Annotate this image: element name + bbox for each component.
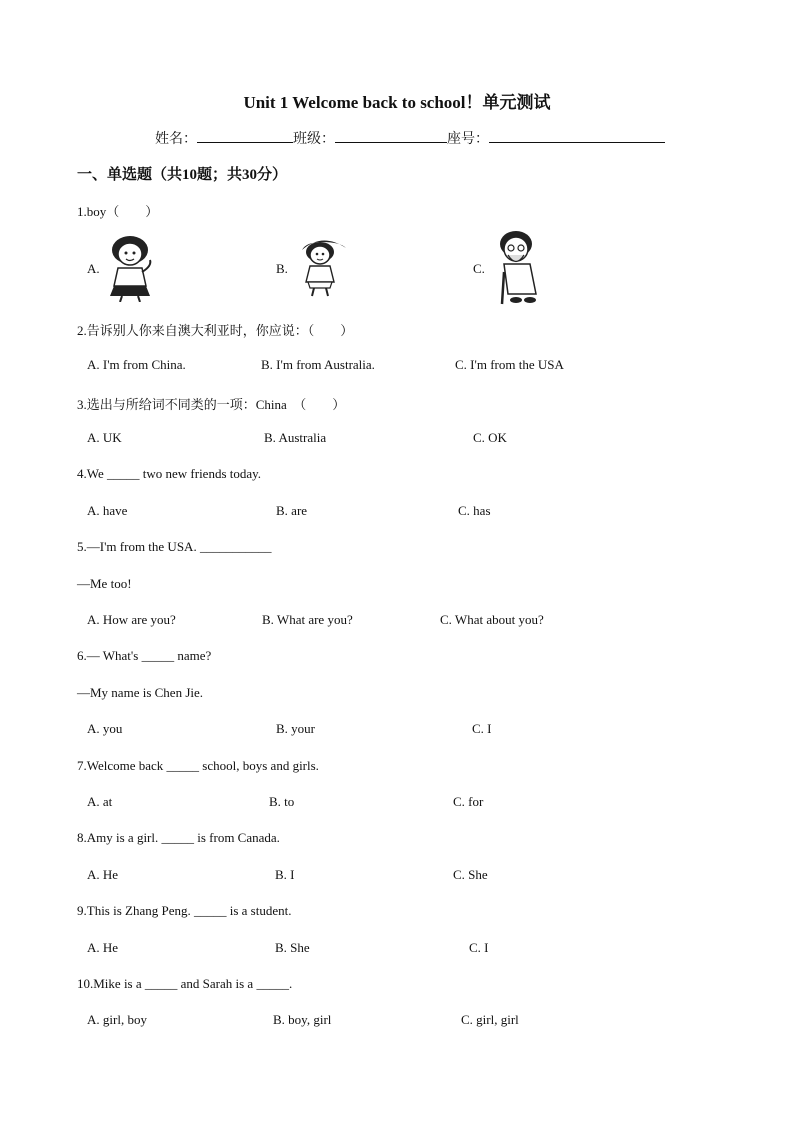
q6-option-c[interactable]: C. I bbox=[472, 721, 492, 736]
girl-cartoon-image bbox=[100, 232, 164, 302]
q10-option-c[interactable]: C. girl, girl bbox=[461, 1012, 519, 1027]
q1-option-a[interactable]: A. bbox=[87, 261, 100, 276]
question-1: 1.boy（ ） bbox=[77, 204, 159, 219]
q7-option-a[interactable]: A. at bbox=[87, 794, 113, 809]
q9-option-b[interactable]: B. She bbox=[275, 940, 310, 955]
page-title: Unit 1 Welcome back to school！单元测试 bbox=[243, 93, 551, 112]
q6-option-b[interactable]: B. your bbox=[276, 721, 315, 736]
q4-option-c[interactable]: C. has bbox=[458, 503, 491, 518]
q8-option-a[interactable]: A. He bbox=[87, 867, 119, 882]
q9-option-c[interactable]: C. I bbox=[469, 940, 489, 955]
question-9: 9.This is Zhang Peng. _____ is a student. bbox=[77, 903, 292, 918]
q1-option-b[interactable]: B. bbox=[276, 261, 288, 276]
question-6: 6.— What's _____ name? bbox=[77, 648, 212, 663]
question-4: 4.We _____ two new friends today. bbox=[77, 466, 262, 481]
name-blank[interactable] bbox=[197, 129, 293, 143]
class-label: 班级： bbox=[293, 132, 335, 147]
question-7: 7.Welcome back _____ school, boys and girls. bbox=[77, 758, 319, 773]
q4-option-b[interactable]: B. are bbox=[276, 503, 308, 518]
student-info-line bbox=[155, 128, 665, 148]
q8-option-c[interactable]: C. She bbox=[453, 867, 488, 882]
q3-option-b[interactable]: B. Australia bbox=[264, 430, 327, 445]
q7-option-c[interactable]: C. for bbox=[453, 794, 484, 809]
q5-option-c[interactable]: C. What about you? bbox=[440, 612, 544, 627]
old-man-with-cane-image bbox=[490, 228, 548, 306]
question-10: 10.Mike is a _____ and Sarah is a _____. bbox=[77, 976, 293, 991]
q7-option-b[interactable]: B. to bbox=[269, 794, 295, 809]
girl-cartoon-2-image bbox=[292, 234, 354, 298]
q6-option-a[interactable]: A. you bbox=[87, 721, 123, 736]
q2-option-c[interactable]: C. I'm from the USA bbox=[455, 357, 564, 372]
q10-option-b[interactable]: B. boy, girl bbox=[273, 1012, 332, 1027]
q5-option-a[interactable]: A. How are you? bbox=[87, 612, 176, 627]
seat-label: 座号： bbox=[447, 132, 489, 147]
section-heading: 一、单选题（共10题；共30分） bbox=[77, 167, 288, 183]
question-5-dialog: —Me too! bbox=[77, 576, 132, 591]
name-label: 姓名： bbox=[155, 132, 197, 147]
class-blank[interactable] bbox=[335, 129, 447, 143]
q8-option-b[interactable]: B. I bbox=[275, 867, 295, 882]
question-6-dialog: —My name is Chen Jie. bbox=[77, 685, 204, 700]
question-3: 3.选出与所给词不同类的一项：China （ ） bbox=[77, 397, 346, 412]
q3-option-c[interactable]: C. OK bbox=[473, 430, 507, 445]
question-8: 8.Amy is a girl. _____ is from Canada. bbox=[77, 830, 280, 845]
q2-option-b[interactable]: B. I'm from Australia. bbox=[261, 357, 375, 372]
q2-option-a[interactable]: A. I'm from China. bbox=[87, 357, 186, 372]
q10-option-a[interactable]: A. girl, boy bbox=[87, 1012, 147, 1027]
question-5: 5.—I'm from the USA. ___________ bbox=[77, 539, 272, 554]
q5-option-b[interactable]: B. What are you? bbox=[262, 612, 353, 627]
q4-option-a[interactable]: A. have bbox=[87, 503, 128, 518]
question-2: 2.告诉别人你来自澳大利亚时，你应说：（ ） bbox=[77, 323, 354, 338]
seat-blank[interactable] bbox=[489, 129, 665, 143]
q3-option-a[interactable]: A. UK bbox=[87, 430, 122, 445]
q9-option-a[interactable]: A. He bbox=[87, 940, 119, 955]
q1-option-c[interactable]: C. bbox=[473, 261, 485, 276]
